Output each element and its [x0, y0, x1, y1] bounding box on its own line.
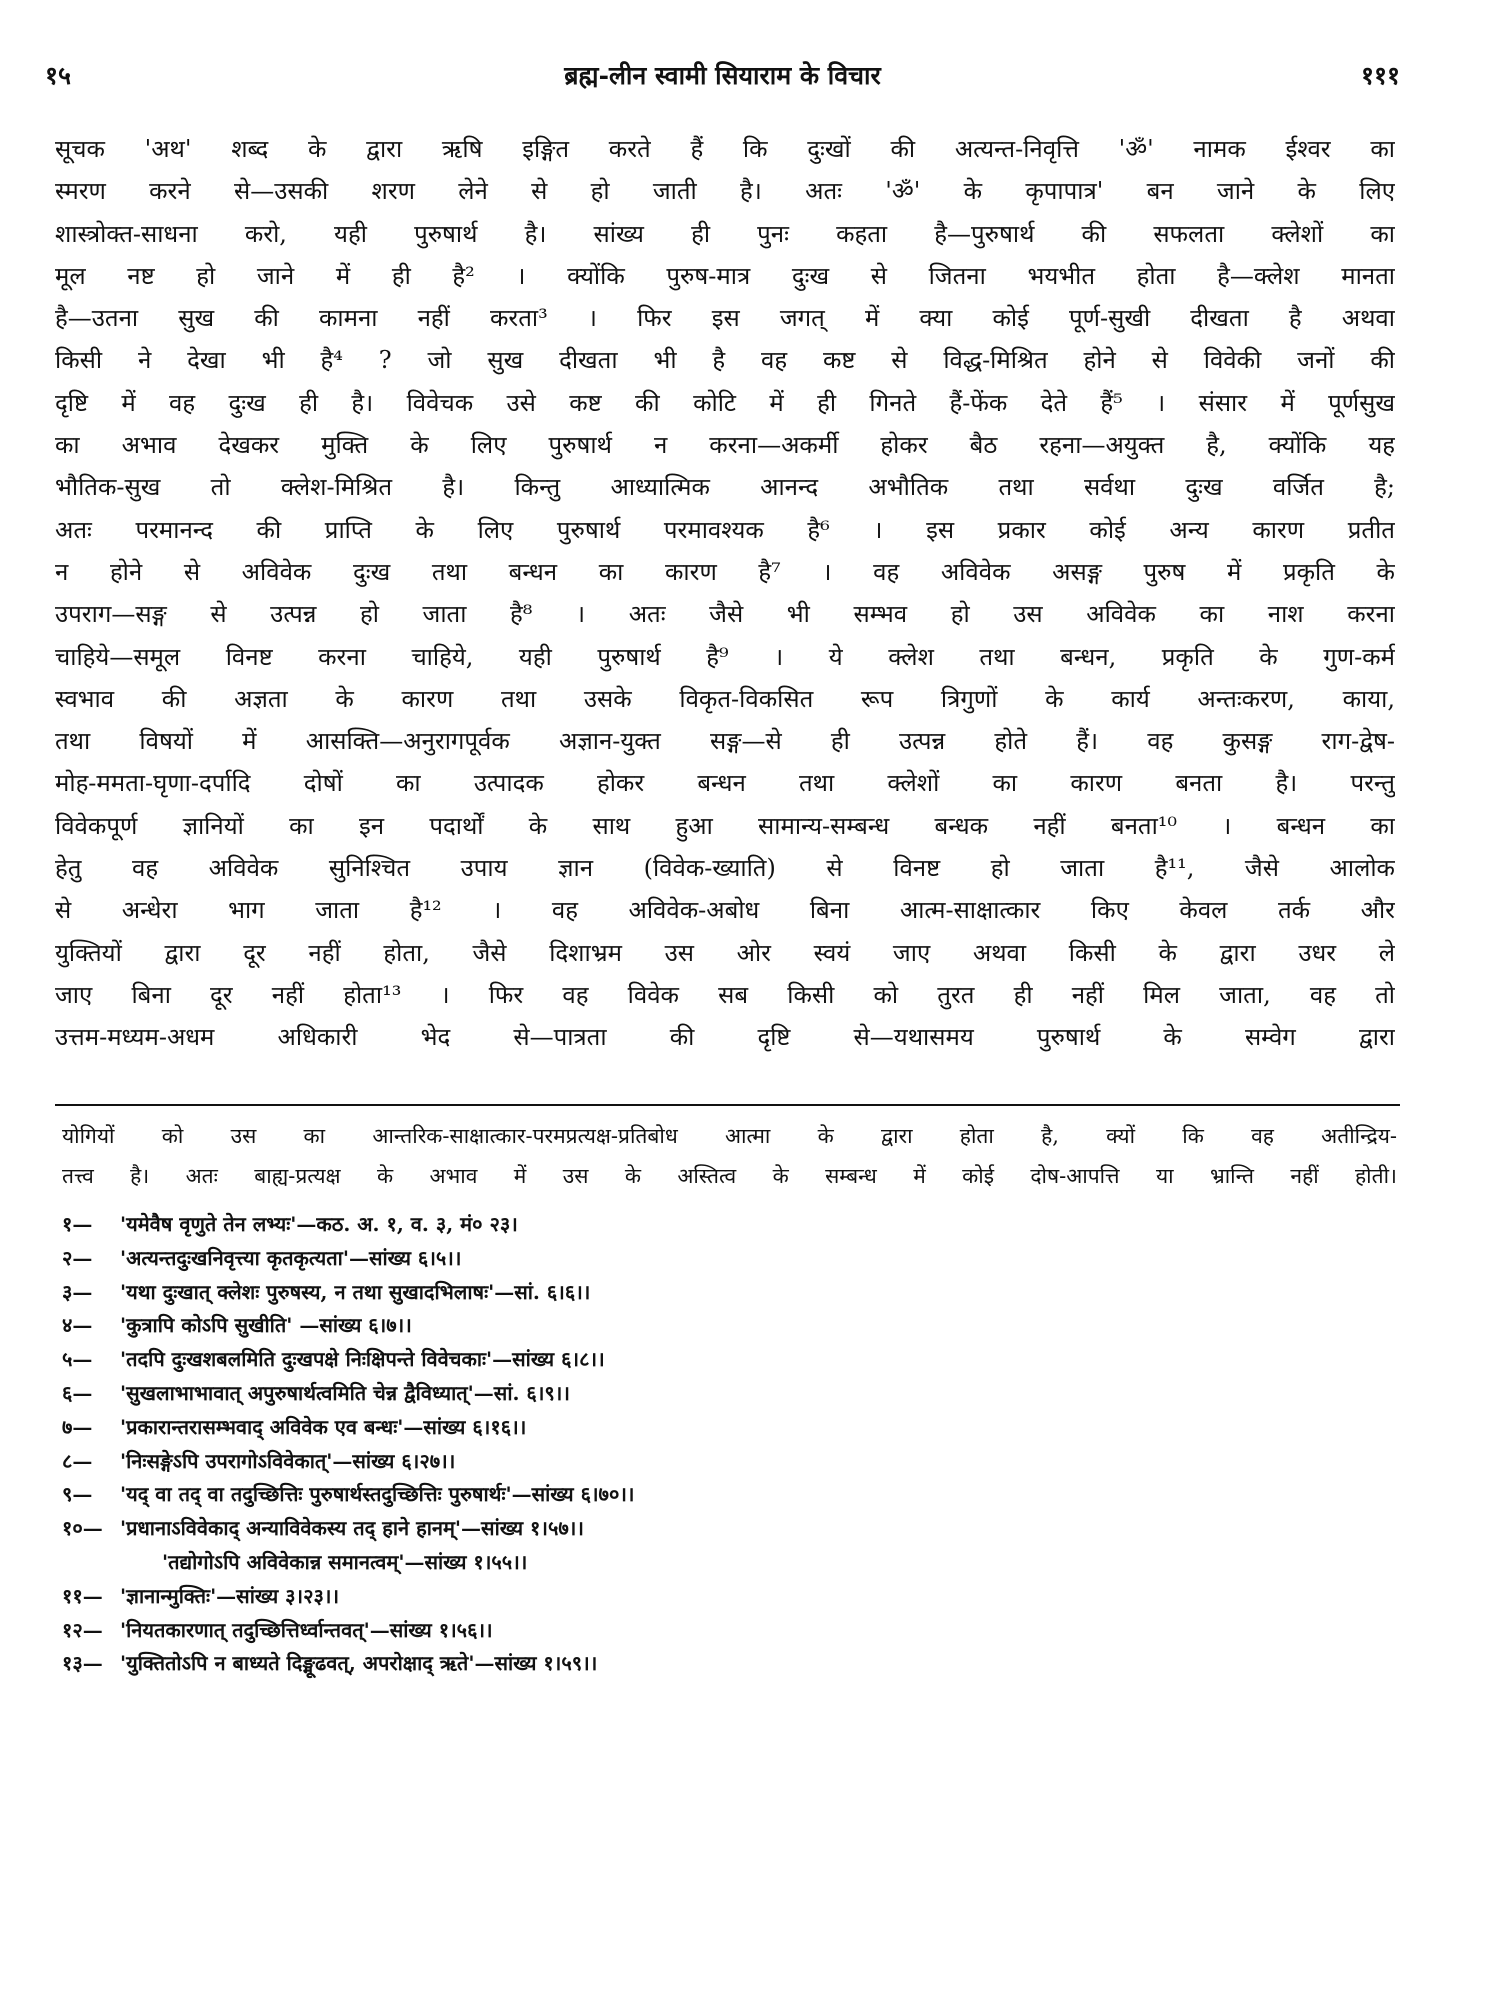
- footnote-text: 'तद्योगोऽपि अविवेकान्न समानत्वम्'—सांख्य १।५५।।: [162, 1549, 528, 1574]
- body-line: विवेकपूर्ण ज्ञानियों का इन पदार्थों के साथ हुआ सामान्य-सम्बन्ध बन्धक नहीं बनता¹⁰ । बन्धन का: [55, 811, 1395, 840]
- page-number-right: १११: [1360, 61, 1400, 90]
- footnote-list: [62, 1208, 1162, 1681]
- footnote-text: 'कुत्रापि कोऽपि सुखीति' —सांख्य ६।७।।: [120, 1313, 412, 1338]
- footnote-text: 'प्रधानाऽविवेकाद् अन्याविवेकस्य तद् हाने हानम्'—सांख्य १।५७।।: [120, 1516, 584, 1541]
- body-line: उपराग—सङ्ग से उत्पन्न हो जाता है⁸ । अतः जैसे भी सम्भव हो उस अविवेक का नाश करना: [55, 600, 1395, 629]
- footnote-text: 'सुखलाभाभावात् अपुरुषार्थत्वमिति चेन्न द्वैविध्यात्'—सां. ६।९।।: [120, 1380, 570, 1405]
- body-line: स्वभाव की अज्ञता के कारण तथा उसके विकृत-विकसित रूप त्रिगुणों के कार्य अन्तःकरण, काया,: [55, 684, 1395, 713]
- footnote-text: 'यथा दुःखात् क्लेशः पुरुषस्य, न तथा सुखादभिलाषः'—सां. ६।६।।: [120, 1279, 591, 1304]
- footnote-number: १—: [62, 1212, 93, 1236]
- footnote-item: [62, 1276, 1162, 1310]
- footnote-item: [62, 1580, 1162, 1614]
- footnote-item: [62, 1512, 1162, 1546]
- footnote-item: [62, 1208, 1162, 1242]
- body-line: मोह-ममता-घृणा-दर्पादि दोषों का उत्पादक होकर बन्धन तथा क्लेशों का कारण बनता है। परन्तु: [55, 769, 1395, 798]
- footnote-item: [62, 1377, 1162, 1411]
- footnote-number: ८—: [62, 1448, 93, 1473]
- body-line: का अभाव देखकर मुक्ति के लिए पुरुषार्थ न करना—अकर्मी होकर बैठ रहना—अयुक्त है, क्योंकि यह: [55, 431, 1395, 460]
- footnote-text: 'ज्ञानान्मुक्तिः'—सांख्य ३।२३।।: [120, 1583, 340, 1608]
- footnote-number: ७—: [62, 1414, 93, 1439]
- footnote-item: [62, 1478, 1162, 1512]
- main-body-text: [55, 128, 1395, 1059]
- footnote-number: ५—: [62, 1347, 93, 1372]
- body-line: चाहिये—समूल विनष्ट करना चाहिये, यही पुरुषार्थ है⁹ । ये क्लेश तथा बन्धन, प्रकृति के गुण-कर्म: [55, 642, 1395, 671]
- footnote-text: 'यद् वा तद् वा तदुच्छित्तिः पुरुषार्थस्तदुच्छित्तिः पुरुषार्थः'—सांख्य ६।७०।।: [120, 1482, 635, 1507]
- footnote-text: 'अत्यन्तदुःखनिवृत्त्या कृतकृत्यता'—सांख्य ६।५।।: [120, 1245, 462, 1270]
- body-line: शास्त्रोक्त-साधना करो, यही पुरुषार्थ है। सांख्य ही पुनः कहता है—पुरुषार्थ की सफलता क्लेशों का: [55, 219, 1395, 248]
- footnote-paragraph: [62, 1116, 1397, 1196]
- footnote-number: ११—: [62, 1583, 103, 1608]
- footnote-text: 'निःसङ्गेऽपि उपरागोऽविवेकात्'—सांख्य ६।२७।।: [120, 1448, 456, 1473]
- body-line: अतः परमानन्द की प्राप्ति के लिए पुरुषार्थ परमावश्यक है⁶ । इस प्रकार कोई अन्य कारण प्रतीत: [55, 515, 1395, 544]
- body-line: मूल नष्ट हो जाने में ही है² । क्योंकि पुरुष-मात्र दुःख से जितना भयभीत होता है—क्लेश मानता: [55, 261, 1395, 290]
- footnote-text: 'प्रकारान्तरासम्भवाद् अविवेक एव बन्धः'—सांख्य ६।१६।।: [120, 1414, 527, 1439]
- footnote-number: २—: [62, 1245, 93, 1270]
- footnote-number: ९—: [62, 1482, 93, 1507]
- running-header: [45, 58, 1400, 102]
- footnote-item-continuation: [62, 1546, 1162, 1580]
- footnote-text: 'नियतकारणात् तदुच्छित्तिर्ध्वान्तवत्'—सांख्य १।५६।।: [120, 1617, 493, 1642]
- body-line: जाए बिना दूर नहीं होता¹³ । फिर वह विवेक सब किसी को तुरत ही नहीं मिल जाता, वह तो: [55, 980, 1395, 1009]
- footnote-number: १०—: [62, 1516, 103, 1541]
- body-line: युक्तियों द्वारा दूर नहीं होता, जैसे दिशाभ्रम उस ओर स्वयं जाए अथवा किसी के द्वारा उधर ले: [55, 938, 1395, 967]
- page-number-left: १५: [45, 61, 72, 90]
- footnote-item: [62, 1411, 1162, 1445]
- footnote-divider: [55, 1104, 1400, 1106]
- footnote-text: 'युक्तितोऽपि न बाध्यते दिङ्मूढवत्, अपरोक्षाद् ऋते'—सांख्य १।५९।।: [120, 1651, 598, 1676]
- body-line: भौतिक-सुख तो क्लेश-मिश्रित है। किन्तु आध्यात्मिक आनन्द अभौतिक तथा सर्वथा दुःख वर्जित है;: [55, 473, 1395, 502]
- body-line: किसी ने देखा भी है⁴ ? जो सुख दीखता भी है वह कष्ट से विद्ध-मिश्रित होने से विवेकी जनों की: [55, 346, 1395, 375]
- footnote-item: [62, 1614, 1162, 1648]
- body-line: से अन्धेरा भाग जाता है¹² । वह अविवेक-अबोध बिना आत्म-साक्षात्कार किए केवल तर्क और: [55, 896, 1395, 925]
- footnote-number: १२—: [62, 1617, 103, 1642]
- footnote-text: 'तदपि दुःखशबलमिति दुःखपक्षे निःक्षिपन्ते विवेचकाः'—सांख्य ६।८।।: [120, 1347, 605, 1372]
- body-line: है—उतना सुख की कामना नहीं करता³ । फिर इस जगत् में क्या कोई पूर्ण-सुखी दीखता है अथवा: [55, 304, 1395, 333]
- footnote-item: [62, 1343, 1162, 1377]
- footnote-number: ६—: [62, 1380, 93, 1405]
- footnote-item: [62, 1242, 1162, 1276]
- footnote-item: [62, 1647, 1162, 1681]
- running-title: ब्रह्म-लीन स्वामी सियाराम के विचार: [564, 61, 881, 90]
- body-line: तथा विषयों में आसक्ति—अनुरागपूर्वक अज्ञान-युक्त सङ्ग—से ही उत्पन्न होते हैं। वह कुसङ्ग राग-द्वेष-: [55, 727, 1395, 756]
- body-line: स्मरण करने से—उसकी शरण लेने से हो जाती है। अतः 'ॐ' के कृपापात्र' बन जाने के लिए: [55, 177, 1395, 206]
- footnote-paragraph-line: योगियों को उस का आन्तरिक-साक्षात्कार-परमप्रत्यक्ष-प्रतिबोध आत्मा के द्वारा होता है, क्यों कि वह अतीन्द्रिय-: [62, 1124, 1397, 1148]
- body-line: दृष्टि में वह दुःख ही है। विवेचक उसे कष्ट की कोटि में ही गिनते हैं-फेंक देते हैं⁵ । संसार में पूर्णसुख: [55, 388, 1395, 417]
- footnote-number: ४—: [62, 1313, 93, 1338]
- body-line: हेतु वह अविवेक सुनिश्चित उपाय ज्ञान (विवेक-ख्याति) से विनष्ट हो जाता है¹¹, जैसे आलोक: [55, 854, 1395, 883]
- footnote-item: [62, 1445, 1162, 1479]
- footnote-paragraph-line: तत्त्व है। अतः बाह्य-प्रत्यक्ष के अभाव में उस के अस्तित्व के सम्बन्ध में कोई दोष-आपत्ति या भ्रान्ति नहीं होती।: [62, 1164, 1397, 1188]
- body-line: सूचक 'अथ' शब्द के द्वारा ऋषि इङ्गित करते हैं कि दुःखों की अत्यन्त-निवृत्ति 'ॐ' नामक ईश्वर का: [55, 135, 1395, 163]
- footnote-item: [62, 1309, 1162, 1343]
- footnote-number: १३—: [62, 1651, 103, 1676]
- body-line: उत्तम-मध्यम-अधम अधिकारी भेद से—पात्रता की दृष्टि से—यथासमय पुरुषार्थ के सम्वेग द्वारा: [55, 1023, 1395, 1052]
- body-line: न होने से अविवेक दुःख तथा बन्धन का कारण है⁷ । वह अविवेक असङ्ग पुरुष में प्रकृति के: [55, 557, 1395, 586]
- footnote-number: ३—: [62, 1279, 93, 1304]
- footnote-text: 'यमेवैष वृणुते तेन लभ्यः'—कठ. अ. १, व. ३, मं० २३।: [120, 1212, 518, 1236]
